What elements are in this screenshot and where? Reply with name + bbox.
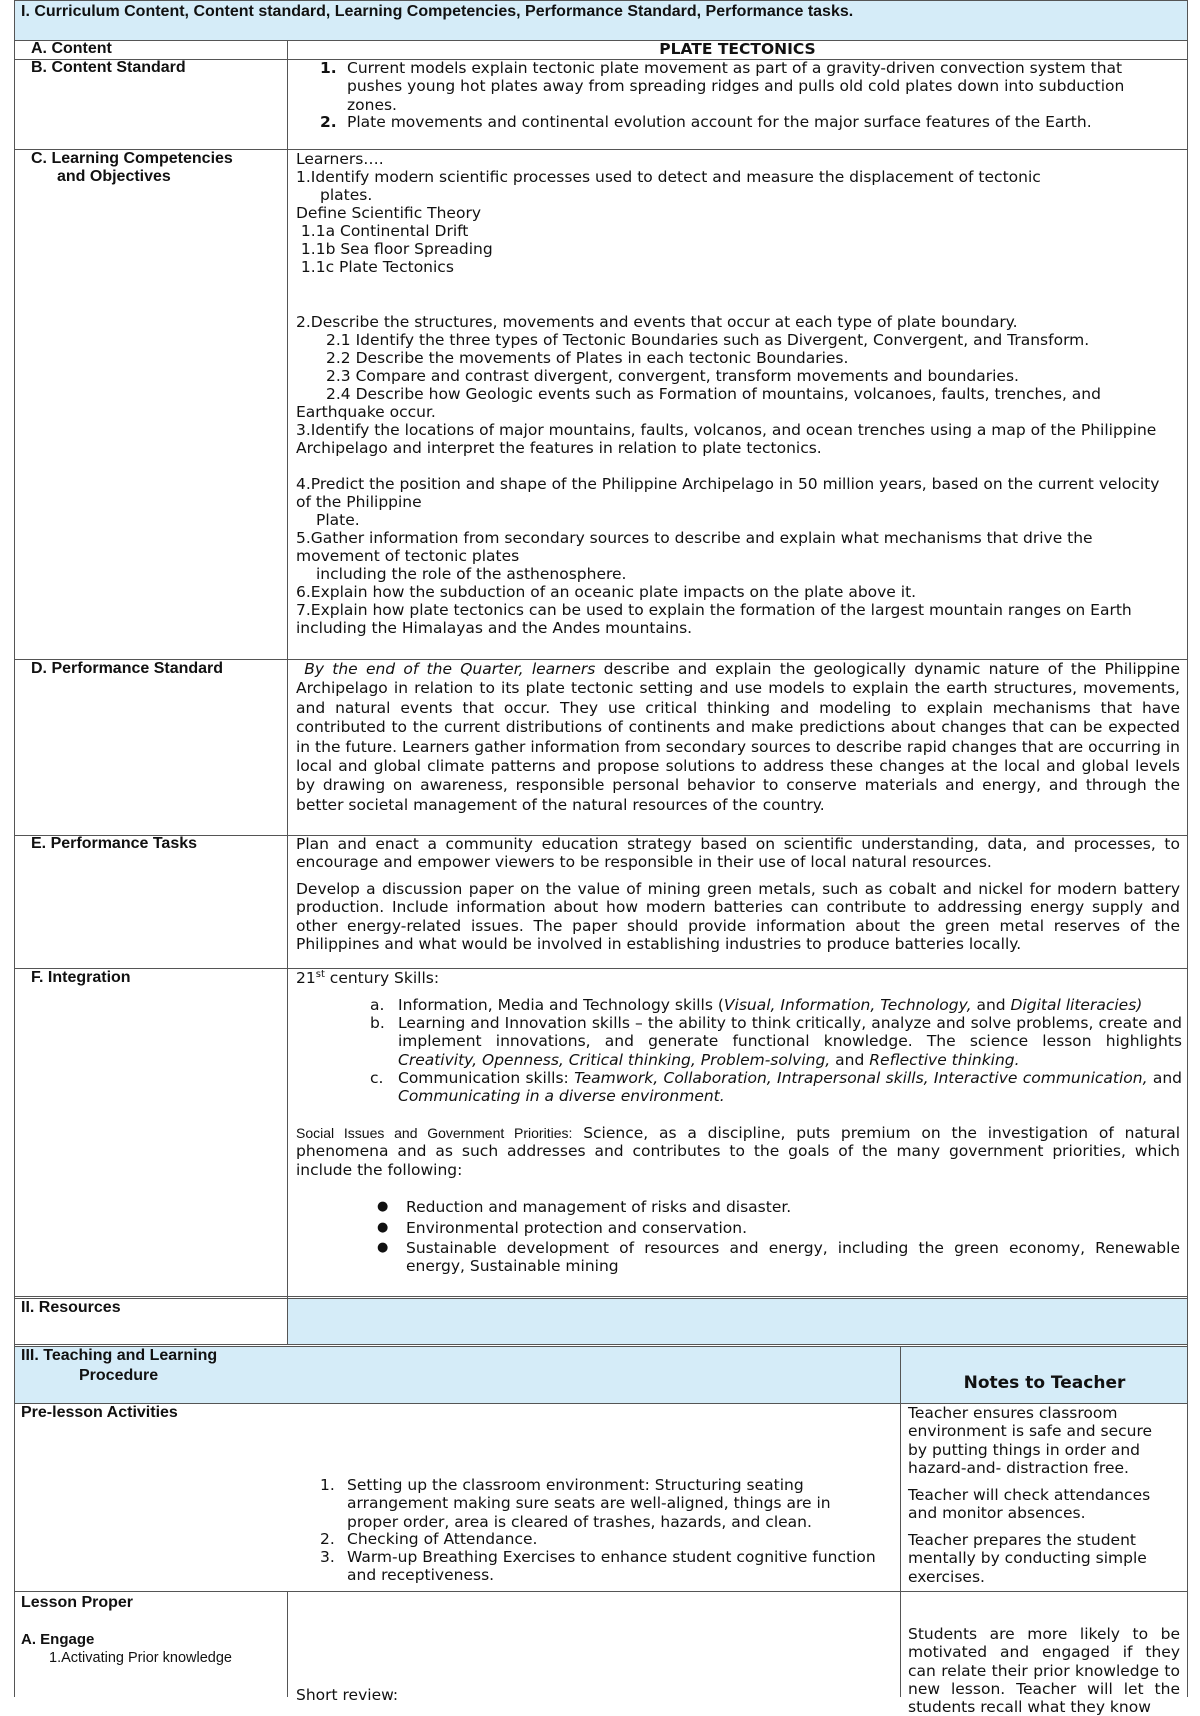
short-review-label: Short review: [296,1686,399,1704]
competency-line: 1.1c Plate Tectonics [296,258,454,276]
social-issues-text: Science, as a discipline, puts premium on the investigation of natural phenomena and as such addresses and contributes to the goals of the many government priorities, which include the following: [296,1124,1181,1179]
social-issues-label: Social Issues and Government Priorities: [296,1125,573,1141]
competency-line: 5.Gather information from secondary sources to describe and explain what mechanisms that drive the [296,529,1093,547]
skill-item-a [398,996,1182,1014]
pre-lesson-label: Pre-lesson Activities [21,1404,178,1421]
performance-tasks-label: E. Performance Tasks [31,835,198,852]
bullet-icon: ● [377,1240,389,1255]
skill-italic: Communicating in a diverse environment. [398,1087,725,1106]
competency-line: Earthquake occur. [296,403,436,421]
skill-text: Information, Media and Technology skills ( [398,996,724,1014]
competency-line: 6.Explain how the subduction of an oceanic plate impacts on the plate above it. [296,583,917,601]
procedure-label: III. Teaching and Learning [21,1347,218,1364]
skills-prefix: 21 [296,969,316,987]
bullet-icon: ● [377,1199,389,1214]
notes-to-teacher-header: Notes to Teacher [963,1373,1126,1393]
engage-item: 1.Activating Prior knowledge [49,1650,232,1666]
content-value: PLATE TECTONICS [659,40,816,58]
content-standard-number: 1. [320,59,337,77]
pre-lesson-item: Checking of Attendance. [347,1530,538,1548]
competency-line: 1.Identify modern scientific processes used to detect and measure the displacement of tectonic [296,168,1041,186]
pre-lesson-item: Warm-up Breathing Exercises to enhance student cognitive function and receptiveness. [347,1548,876,1585]
century-skills-heading [296,969,439,987]
performance-standard-lead: By the end of the Quarter, learners [304,660,596,678]
competency-line: 3.Identify the locations of major mountains, faults, volcanos, and ocean trenches using a map of the Philippine [296,421,1157,439]
skill-italic: Reflective thinking. [869,1050,1020,1069]
resources-background [288,1298,1187,1344]
performance-standard-label: D. Performance Standard [31,660,224,677]
skill-italic: Digital literacies) [1010,996,1143,1014]
skill-italic: Teamwork, Collaboration, Intrapersonal skills, Interactive communication, [574,1069,1148,1087]
skill-item-c [398,1069,1182,1106]
skill-letter: c. [370,1069,384,1087]
competency-line: 2.3 Compare and contrast divergent, convergent, transform movements and boundaries. [326,367,1019,385]
competency-line: 2.2 Describe the movements of Plates in each tectonic Boundaries. [326,349,849,367]
competency-line: 2.Describe the structures, movements and events that occur at each type of plate boundary. [296,313,1018,331]
bullet-icon: ● [377,1220,389,1235]
procedure-label-line2: Procedure [79,1367,159,1384]
skill-letter: b. [370,1014,385,1032]
lesson-proper-label: Lesson Proper [21,1594,134,1611]
content-standard-number: 2. [320,113,337,131]
performance-task-paragraph: Develop a discussion paper on the value of mining green metals, such as cobalt and nickel for modern battery production. Include information about how modern batteries can contribute to addressing energy supply and other energy-related issues. The paper should provide information about the green metal reserves of the Philippines and what would be involved in establishing industries to produce batteries locally. [296,880,1180,953]
integration-label: F. Integration [31,969,131,986]
competency-line: 7.Explain how plate tectonics can be used to explain the formation of the largest mountain ranges on Earth [296,601,1132,619]
skill-italic: Creativity, Openness, Critical thinking, Problem-solving, [398,1050,831,1069]
pre-lesson-number: 3. [320,1548,335,1566]
performance-standard-text [296,660,1180,815]
section-one-header: I. Curriculum Content, Content standard, Learning Competencies, Performance Standard, Performance tasks. [21,3,854,20]
competency-line: 4.Predict the position and shape of the Philippine Archipelago in 50 million years, based on the current velocity [296,475,1160,493]
skill-item-b [398,1014,1182,1069]
pre-lesson-number: 2. [320,1530,335,1548]
competencies-label-line2: and Objectives [57,168,171,185]
engage-label: A. Engage [21,1631,95,1648]
content-standard-label: B. Content Standard [31,59,186,76]
pre-lesson-number: 1. [320,1476,335,1494]
pre-lesson-note: Teacher prepares the student mentally by conducting simple exercises. [908,1531,1147,1586]
competency-line: Plate. [316,511,360,529]
competency-line: including the role of the asthenosphere. [316,565,627,583]
competency-line: Learners…. [296,150,384,168]
social-issues-paragraph [296,1124,1180,1179]
skill-and: and [971,996,1011,1014]
competency-line: plates. [320,186,373,204]
resources-label: II. Resources [21,1299,121,1316]
content-standard-item: Plate movements and continental evolution account for the major surface features of the Earth. [347,113,1092,131]
competency-line: of the Philippine [296,493,422,511]
lesson-plan-document [14,0,1188,1716]
competency-line: 2.4 Describe how Geologic events such as Formation of mountains, volcanoes, faults, trenches, and [326,385,1101,403]
content-standard-item: Current models explain tectonic plate movement as part of a gravity-driven convection system that pushes young hot plates away from spreading ridges and pulls old cold plates down into subduction zones. [347,59,1125,114]
priority-item: Environmental protection and conservation. [406,1219,747,1237]
competency-line: Define Scientific Theory [296,204,482,222]
competency-line: 1.1b Sea floor Spreading [296,240,493,258]
competency-line: 2.1 Identify the three types of Tectonic Boundaries such as Divergent, Convergent, and Transform. [326,331,1090,349]
performance-standard-body: describe and explain the geologically dynamic nature of the Philippine Archipelago in relation to its plate tectonic setting and use models to explain the earth structures, movements, and natural events that occur. They use critical thinking and modeling to explain mechanisms that have contributed to the current distributions of continents and make predictions about changes that can be expected in the future. Learners gather information from secondary sources to describe rapid changes that are occurring in local and global climate patterns and propose solutions to address these changes at the local and global levels by drawing on awareness, responsible personal behavior to conserve materials and energy, and through the better societal management of the natural resources of the country. [296,660,1180,814]
pre-lesson-note: Teacher ensures classroom environment is safe and secure by putting things in order and hazard-and- distraction free. [908,1404,1153,1477]
competency-line: 1.1a Continental Drift [296,222,469,240]
competency-line: including the Himalayas and the Andes mountains. [296,619,693,637]
pre-lesson-item: Setting up the classroom environment: Structuring seating arrangement making sure seats are well-aligned, things are in proper order, area is cleared of trashes, hazards, and clean. [347,1476,831,1531]
competency-line: movement of tectonic plates [296,547,520,565]
skill-and: and [1147,1069,1182,1087]
skill-text: Learning and Innovation skills – the ability to think critically, analyze and solve problems, create and implement innovations, and generate functional knowledge. The science lesson highlights [398,1014,1182,1051]
content-label: A. Content [31,40,112,57]
priority-item: Sustainable development of resources and energy, including the green economy, Renewable energy, Sustainable mining [406,1239,1180,1276]
competency-line: Archipelago and interpret the features in relation to plate tectonics. [296,439,822,457]
engage-note: Students are more likely to be motivated and engaged if they can relate their prior knowledge to new lesson. Teacher will let the students recall what they know [908,1625,1180,1716]
skills-superscript: st [315,968,325,980]
skill-text: Communication skills: [398,1069,575,1087]
priority-item: Reduction and management of risks and disaster. [406,1198,792,1216]
performance-task-paragraph: Plan and enact a community education strategy based on scientific understanding, data, and processes, to encourage and empower viewers to be responsible in their use of local natural resources. [296,835,1180,872]
skill-italic: Visual, Information, Technology, [723,996,972,1014]
skill-letter: a. [370,996,385,1014]
pre-lesson-note: Teacher will check attendances and monitor absences. [908,1486,1151,1523]
skill-and: and [830,1050,870,1069]
competencies-label: C. Learning Competencies [31,150,233,167]
skills-suffix: century Skills: [324,969,440,987]
